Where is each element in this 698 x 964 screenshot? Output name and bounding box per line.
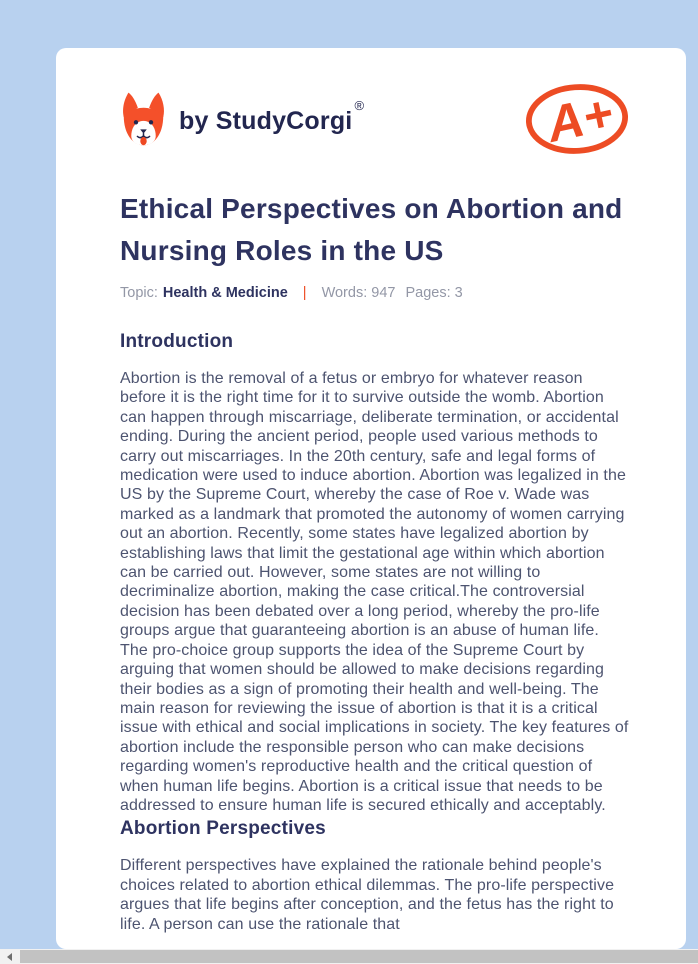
meta-separator: |	[302, 285, 307, 301]
svg-text:A+: A+	[542, 84, 618, 153]
page-title: Ethical Perspectives on Abortion and Nursing Roles in the US	[120, 193, 623, 266]
topic-label: Topic:	[120, 285, 158, 301]
section-heading-introduction: Introduction	[120, 331, 234, 352]
scroll-left-button[interactable]	[0, 949, 18, 964]
topic-link[interactable]: Health & Medicine	[162, 285, 288, 301]
horizontal-scrollbar[interactable]	[0, 949, 698, 964]
abortion-perspectives-paragraph: Different perspectives have explained the rationale behind people's choices related to abortion ethical dilemmas. The pro-life perspective argues that life begins after conception, and the fetus has the right to life. A person can use the rationale that	[120, 857, 615, 933]
words-count: Words: 947	[321, 285, 396, 301]
document-header	[120, 82, 630, 160]
pages-count: Pages: 3	[405, 285, 463, 301]
meta-row	[120, 285, 630, 301]
a-plus-badge-icon	[524, 80, 630, 163]
corgi-logo-icon	[120, 91, 167, 152]
scroll-left-arrow-icon	[7, 953, 12, 961]
brand-name: by StudyCorgi®	[179, 97, 365, 135]
scrollbar-thumb[interactable]	[20, 950, 698, 963]
brand	[120, 91, 365, 152]
registered-mark: ®	[354, 97, 365, 113]
introduction-paragraph: Abortion is the removal of a fetus or embryo for whatever reason before it is the right time for it to survive outside the womb. Abortion can happen through miscarriage, deliberate termination, or accidental ending. During the ancient period, people used various methods to carry out miscarriages. In the 20th century, safe and legal forms of medication were used to induce abortion. Abortion was legalized in the US by the Supreme Court, whereby the case of Roe v. Wade was marked as a landmark that promoted the autonomy of women carrying out an abortion. Recently, some states have legalized abortion by establishing laws that limit the gestational age within which abortion can be carried out. However, some states are not willing to decriminalize abortion, making the case critical.The controversial decision has been debated over a long period, whereby the pro-life groups argue that guaranteeing abortion is an abuse of human life. The pro-choice group supports the idea of the Supreme Court by arguing that women should be allowed to make decisions regarding their bodies as a sign of promoting their health and well-being. The main reason for reviewing the issue of abortion is that it is a critical issue with ethical and social implications in society. The key features of abortion include the responsible person who can make decisions regarding women's reproductive health and the critical question of when human life begins. Abortion is a critical issue that needs to be addressed to ensure human life is secured ethically and acceptably.	[120, 370, 629, 814]
section-heading-abortion-perspectives: Abortion Perspectives	[120, 818, 326, 840]
document-card	[56, 48, 686, 949]
